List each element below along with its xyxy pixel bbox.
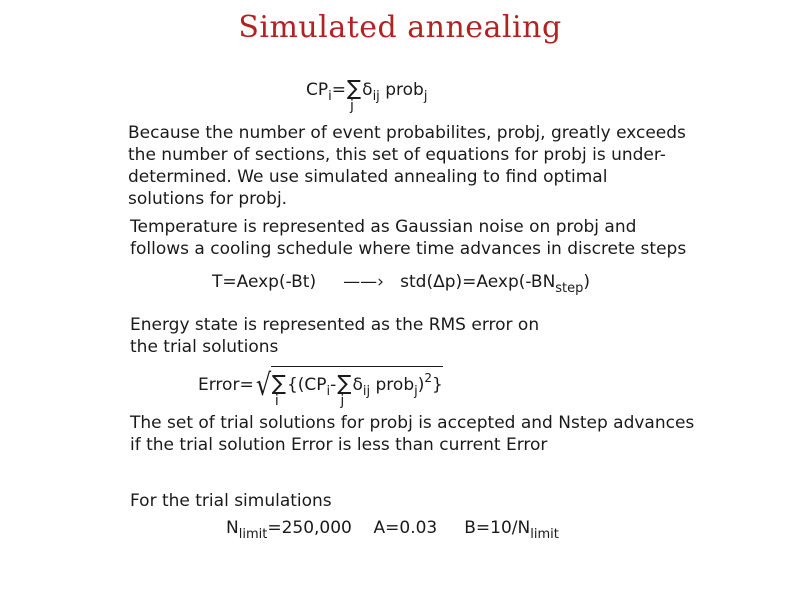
equation-error: Error=√∑ i {($CP_i-\sum$ j $\delta_{ij}$ prob$_j$)$^2$} xyxy=(198,368,443,409)
paragraph-acceptance: The set of trial solutions for probj is accepted and Nstep advances if the trial solution Error is less than current Error xyxy=(130,413,695,455)
arrow-icon: ——› xyxy=(343,272,384,292)
paragraph-temperature: Temperature is represented as Gaussian noise on probj and follows a cooling schedule where time advances in discrete steps xyxy=(130,217,687,259)
equation-parameters: $N_{limit}=250,000$ A=0.03 $B=10/N_{limit}$ xyxy=(226,518,559,542)
slide-title: Simulated annealing xyxy=(238,10,562,45)
paragraph-underdetermined: Because the number of event probabilites, probj, greatly exceeds the number of sections, this set of equations for probj is under-determined. We use simulated annealing to find optimal solutions for probj. xyxy=(128,123,686,209)
paragraph-energy: Energy state is represented as the RMS error on the trial solutions xyxy=(130,315,540,357)
sqrt-symbol: √ xyxy=(255,368,271,403)
paragraph-trial-simulations: For the trial simulations xyxy=(130,491,332,511)
equation-cp: $CP_i=\sum$ j $\delta_{ij}$ prob$_j$ xyxy=(306,76,428,114)
equation-cooling-schedule: T=Aexp(-Bt) ——› $std(\Delta p)=Aexp(-BN_{step})$ xyxy=(212,272,591,296)
